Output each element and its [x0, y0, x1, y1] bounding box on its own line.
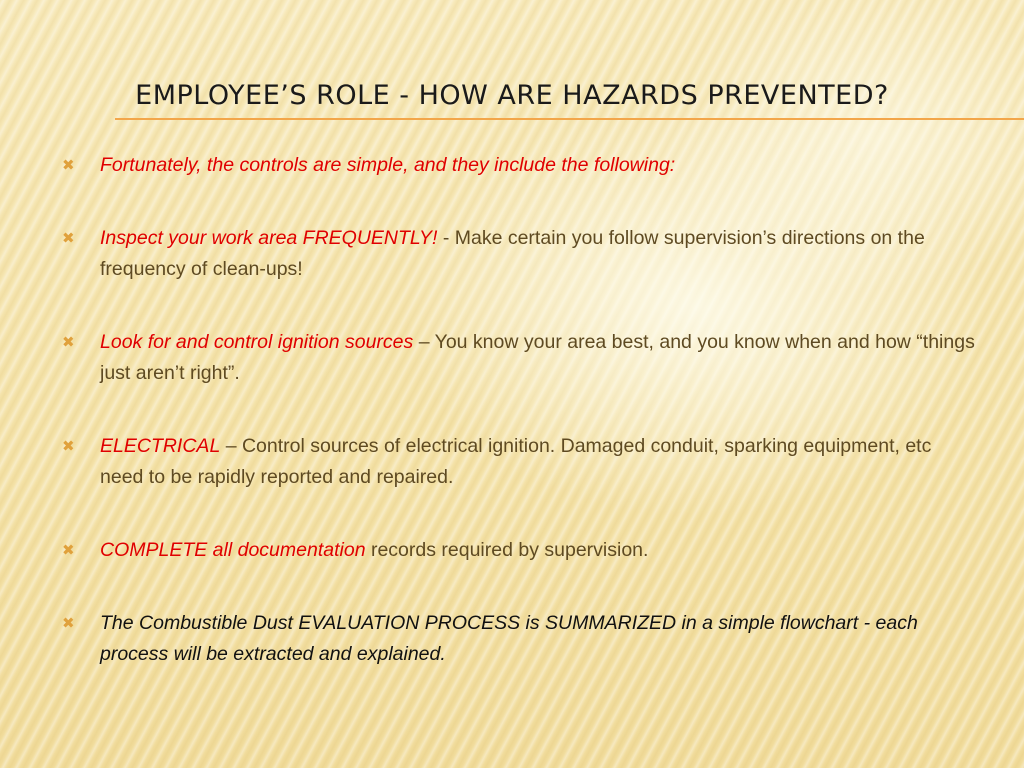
bullet-emphasis: ELECTRICAL — [100, 435, 221, 457]
bullet-text: - Make certain you follow supervision’s directions on the frequency of clean-ups! — [100, 227, 925, 280]
bullet-emphasis: COMPLETE all documentation — [100, 539, 366, 561]
bullet-emphasis: Inspect your work area FREQUENTLY! — [100, 227, 438, 249]
x-mark-icon: ✖ — [62, 438, 75, 455]
bullet-item-evaluation-process — [60, 608, 980, 670]
x-mark-icon: ✖ — [62, 334, 75, 351]
x-mark-icon: ✖ — [62, 542, 75, 559]
bullet-emphasis: The Combustible Dust EVALUATION PROCESS is SUMMARIZED in a simple flowchart - each process will be extracted and explained. — [100, 612, 918, 665]
bullet-item-documentation — [60, 535, 980, 566]
slide-title: EMPLOYEE’S ROLE - HOW ARE HAZARDS PREVENTED? — [135, 80, 889, 111]
bullet-text: records required by supervision. — [365, 539, 649, 561]
x-mark-icon: ✖ — [62, 230, 75, 247]
bullet-text: – Control sources of electrical ignition. Damaged conduit, sparking equipment, etc need to be rapidly reported and repaired. — [100, 435, 932, 488]
bullet-item-inspect-area — [60, 223, 980, 285]
title-underline — [115, 118, 1024, 120]
x-mark-icon: ✖ — [62, 615, 75, 632]
bullet-text: – You know your area best, and you know when and how “things just aren’t right”. — [100, 331, 975, 384]
bullet-item-controls-intro — [60, 150, 980, 181]
bullet-list — [60, 150, 980, 712]
bullet-item-ignition-sources — [60, 327, 980, 389]
bullet-emphasis: Fortunately, the controls are simple, and they include the following: — [100, 154, 676, 176]
x-mark-icon: ✖ — [62, 157, 75, 174]
bullet-item-electrical — [60, 431, 980, 493]
bullet-emphasis: Look for and control ignition sources — [100, 331, 414, 353]
